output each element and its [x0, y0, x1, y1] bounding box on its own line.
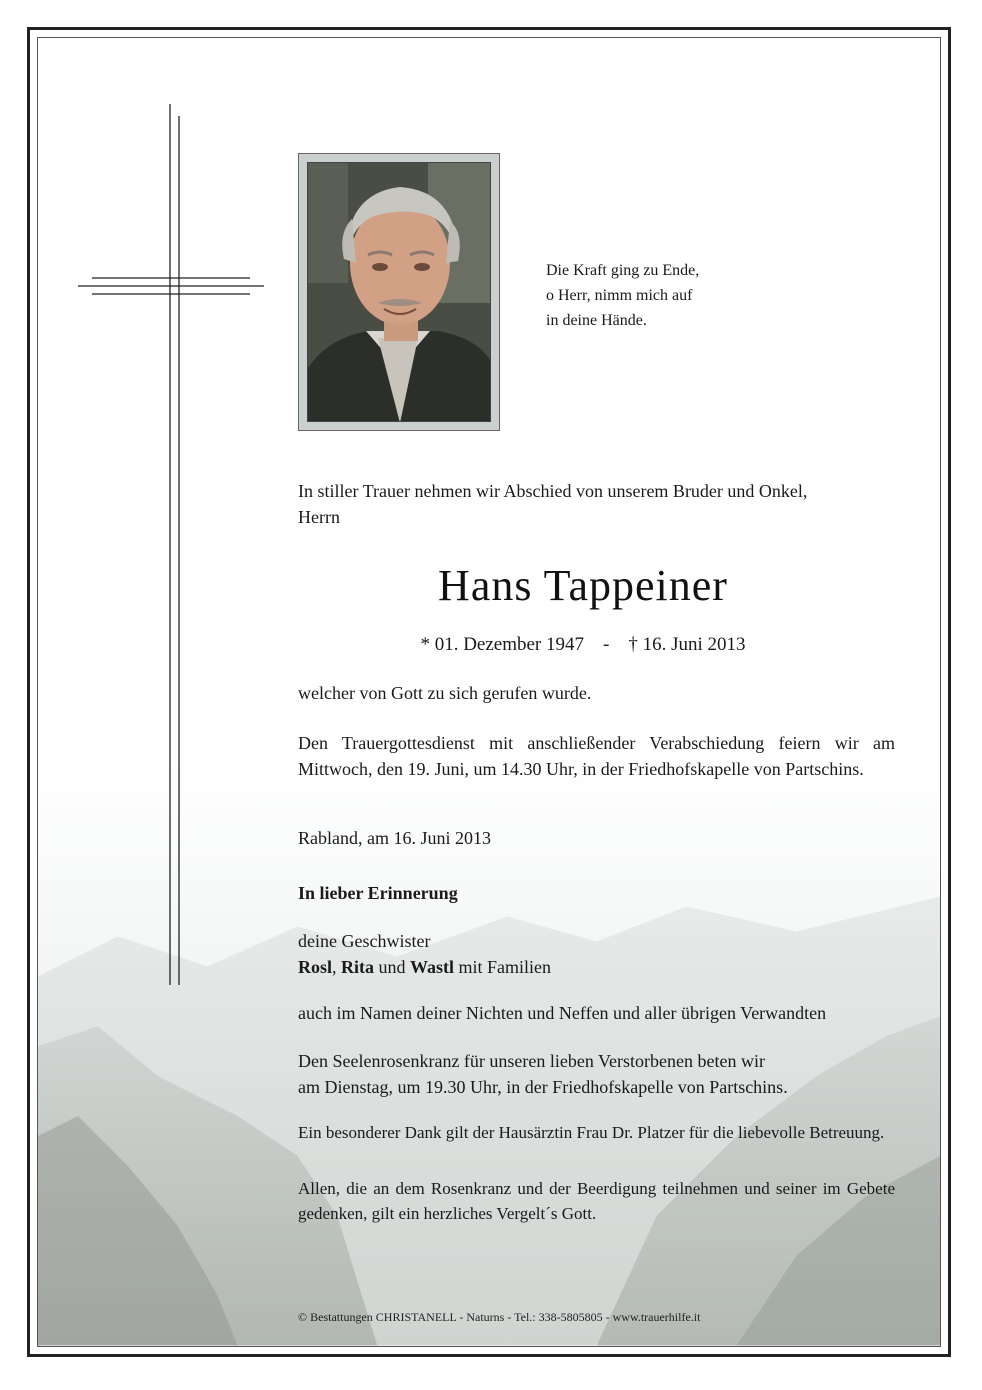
memory-heading: In lieber Erinnerung — [298, 883, 458, 903]
family-suffix: mit Familien — [458, 957, 552, 977]
quote-line: in deine Hände. — [546, 312, 647, 329]
footer-credit: © Bestattungen CHRISTANELL - Naturns - Tel.: 338-5805805 - www.trauerhilfe.it — [298, 1310, 701, 1324]
family-intro: deine Geschwister — [298, 931, 431, 951]
place-date: Rabland, am 16. Juni 2013 — [298, 828, 491, 848]
cross-icon — [38, 38, 298, 998]
date-separator: - — [603, 634, 610, 655]
quote-line: Die Kraft ging zu Ende, — [546, 262, 700, 279]
life-dates — [298, 634, 868, 656]
portrait-frame — [298, 153, 500, 431]
portrait-photo — [307, 162, 491, 422]
closing-text: Allen, die an dem Rosenkranz und der Beerdigung teilnehmen und seiner im Gebete gedenken, gilt ein herzliches Vergelt´s Gott. — [298, 1179, 895, 1223]
family-names — [298, 954, 551, 980]
birth-date: * 01. Dezember 1947 — [420, 634, 585, 655]
quote-line: o Herr, nimm mich auf — [546, 287, 693, 304]
family-block — [298, 928, 551, 980]
quote-block — [546, 258, 699, 333]
sibling-name: Rosl — [298, 957, 333, 977]
sibling-name: Rita — [341, 957, 375, 977]
intro-line: In stiller Trauer nehmen wir Abschied von unserem Bruder und Onkel, — [298, 481, 808, 501]
deceased-name: Hans Tappeiner — [438, 561, 728, 610]
intro-text — [298, 478, 807, 530]
death-date: † 16. Juni 2013 — [628, 634, 746, 655]
name-conjunction: und — [378, 957, 406, 977]
name-separator: , — [332, 957, 337, 977]
called-text: welcher von Gott zu sich gerufen wurde. — [298, 683, 592, 703]
thanks-text: Ein besonderer Dank gilt der Hausärztin Frau Dr. Platzer für die liebevolle Betreuung. — [298, 1123, 885, 1142]
intro-line: Herrn — [298, 507, 340, 527]
relatives-text: auch im Namen deiner Nichten und Neffen und aller übrigen Verwandten — [298, 1003, 827, 1023]
sibling-name: Wastl — [410, 957, 455, 977]
document-page — [37, 37, 941, 1347]
service-text: Den Trauergottesdienst mit anschließender Verabschiedung feiern wir am Mittwoch, den 19. Juni, um 14.30 Uhr, in der Friedhofskapelle von Partschins. — [298, 733, 895, 779]
rosary-text — [298, 1048, 788, 1100]
rosary-line: am Dienstag, um 19.30 Uhr, in der Friedhofskapelle von Partschins. — [298, 1077, 788, 1097]
rosary-line: Den Seelenrosenkranz für unseren lieben Verstorbenen beten wir — [298, 1051, 765, 1071]
